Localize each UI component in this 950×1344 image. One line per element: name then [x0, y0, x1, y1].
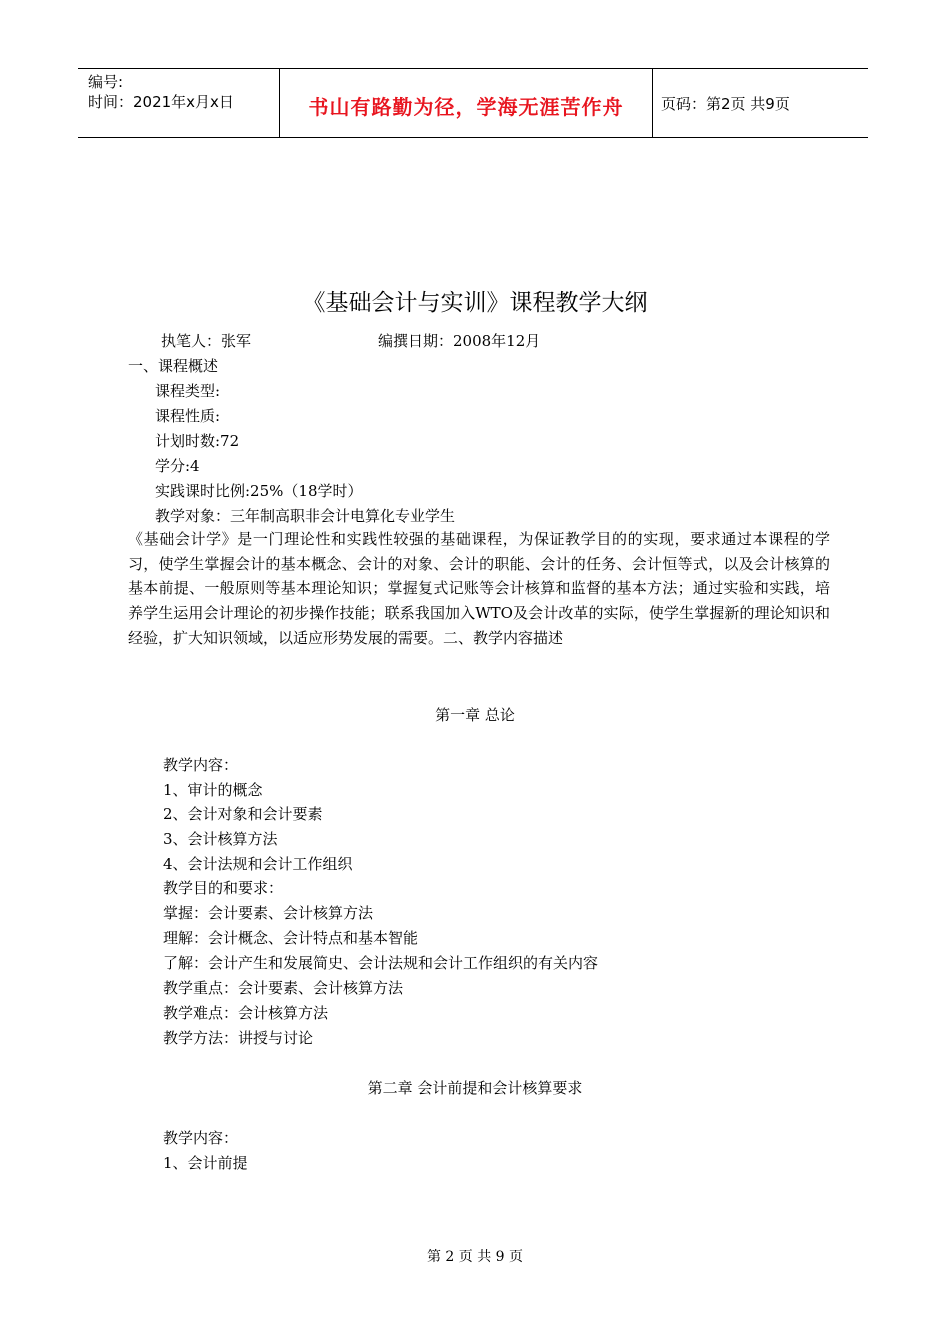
overview-item: 课程性质: — [155, 407, 221, 425]
goal-master: 掌握：会计要素、会计核算方法 — [163, 904, 374, 922]
document-title: 《基础会计与实训》课程教学大纲 — [302, 290, 648, 316]
content-label: 教学内容： — [163, 1129, 239, 1147]
overview-item: 学分:4 — [155, 457, 200, 475]
content-item: 4、会计法规和会计工作组织 — [163, 855, 353, 873]
chapter-title: 第一章 总论 — [435, 706, 515, 724]
chapter-title: 第二章 会计前提和会计核算要求 — [367, 1079, 583, 1097]
goals-label: 教学目的和要求： — [163, 879, 284, 897]
content-item: 3、会计核算方法 — [163, 830, 278, 848]
goal-know: 了解：会计产生和发展简史、会计法规和会计工作组织的有关内容 — [163, 954, 599, 972]
teaching-method: 教学方法：讲授与讨论 — [163, 1029, 314, 1047]
section-heading: 一、课程概述 — [128, 357, 219, 375]
header-number-label: 编号: — [88, 73, 124, 91]
overview-item: 课程类型: — [155, 382, 221, 400]
date-line: 编撰日期：2008年12月 — [378, 332, 541, 350]
teaching-key: 教学重点：会计要素、会计核算方法 — [163, 979, 404, 997]
goal-understand: 理解：会计概念、会计特点和基本智能 — [163, 929, 419, 947]
author-line: 执笔人：张军 — [161, 332, 252, 350]
overview-item: 实践课时比例:25%（18学时） — [155, 482, 363, 500]
overview-item: 教学对象：三年制高职非会计电算化专业学生 — [155, 507, 456, 525]
header-motto: 书山有路勤为径，学海无涯苦作舟 — [308, 95, 624, 119]
content-label: 教学内容： — [163, 756, 239, 774]
document-header — [78, 68, 868, 138]
page-footer: 第 2 页 共 9 页 — [426, 1249, 524, 1265]
teaching-difficulty: 教学难点：会计核算方法 — [163, 1004, 329, 1022]
content-item: 1、审计的概念 — [163, 781, 263, 799]
header-time-label: 时间：2021年x月x日 — [88, 93, 234, 111]
overview-item: 计划时数:72 — [155, 432, 240, 450]
intro-paragraph: 《基础会计学》是一门理论性和实践性较强的基础课程，为保证教学目的的实现，要求通过本课程的学习，使学生掌握会计的基本概念、会计的对象、会计的职能、会计的任务、会计恒等式，以及会计核算的基本前提、一般原则等基本理论知识；掌握复式记账等会计核算和监督的基本方法；通过实验和实践，培养学生运用会计理论的初步操作技能；联系我国加入WTO及会计改革的实际，使学生掌握新的理论知识和经验，扩大知识领域，以适应形势发展的需要。二、教学内容描述 — [128, 530, 830, 647]
content-item: 2、会计对象和会计要素 — [163, 805, 323, 823]
header-page-code: 页码：第2页 共9页 — [661, 95, 790, 113]
header-divider — [652, 69, 653, 137]
content-item: 1、会计前提 — [163, 1154, 248, 1172]
